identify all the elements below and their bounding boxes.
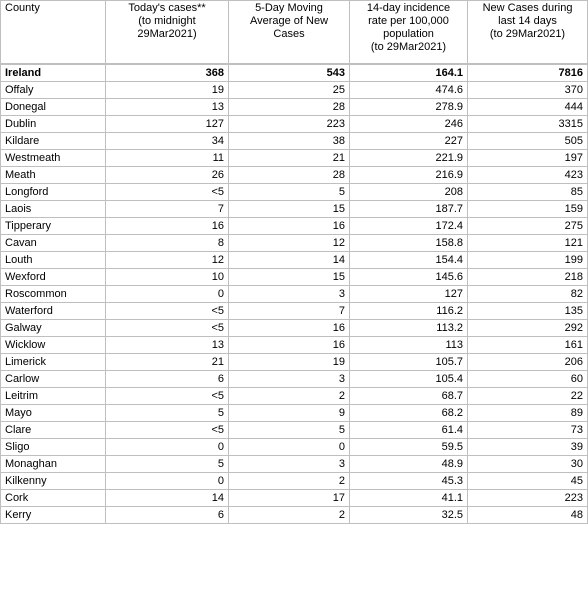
cell-14day-incidence: 227: [350, 133, 468, 150]
cell-new-cases-14days: 505: [468, 133, 588, 150]
table-body: [1, 64, 588, 524]
cell-new-cases-14days: 161: [468, 337, 588, 354]
cell-todays-cases: 26: [106, 167, 229, 184]
cell-county: Sligo: [1, 439, 106, 456]
cell-5day-average: 15: [229, 201, 350, 218]
table-row: [1, 405, 588, 422]
cell-new-cases-14days: 30: [468, 456, 588, 473]
cell-todays-cases: 12: [106, 252, 229, 269]
cell-5day-average: 2: [229, 473, 350, 490]
table-row: [1, 167, 588, 184]
cell-14day-incidence: 61.4: [350, 422, 468, 439]
cell-5day-average: 15: [229, 269, 350, 286]
cell-14day-incidence: 59.5: [350, 439, 468, 456]
cell-county: Cork: [1, 490, 106, 507]
cell-5day-average: 16: [229, 337, 350, 354]
cell-new-cases-14days: 275: [468, 218, 588, 235]
header-new-cases-14days: New Cases during last 14 days (to 29Mar2021): [468, 1, 588, 65]
cell-county: Roscommon: [1, 286, 106, 303]
total-14day-incidence: 164.1: [350, 64, 468, 82]
cell-county: Galway: [1, 320, 106, 337]
cell-todays-cases: 16: [106, 218, 229, 235]
cell-new-cases-14days: 3315: [468, 116, 588, 133]
cell-county: Wexford: [1, 269, 106, 286]
cell-new-cases-14days: 82: [468, 286, 588, 303]
cell-todays-cases: <5: [106, 388, 229, 405]
cell-14day-incidence: 208: [350, 184, 468, 201]
cell-county: Waterford: [1, 303, 106, 320]
cell-5day-average: 28: [229, 167, 350, 184]
cell-todays-cases: 127: [106, 116, 229, 133]
cell-new-cases-14days: 218: [468, 269, 588, 286]
cell-5day-average: 2: [229, 388, 350, 405]
cell-new-cases-14days: 45: [468, 473, 588, 490]
cell-todays-cases: <5: [106, 303, 229, 320]
cell-14day-incidence: 216.9: [350, 167, 468, 184]
cell-14day-incidence: 145.6: [350, 269, 468, 286]
header-row: [1, 1, 588, 65]
cell-new-cases-14days: 39: [468, 439, 588, 456]
cell-county: Mayo: [1, 405, 106, 422]
cell-14day-incidence: 127: [350, 286, 468, 303]
cell-5day-average: 21: [229, 150, 350, 167]
cell-5day-average: 12: [229, 235, 350, 252]
cell-county: Kerry: [1, 507, 106, 524]
cell-14day-incidence: 41.1: [350, 490, 468, 507]
table-row: [1, 320, 588, 337]
cell-14day-incidence: 105.4: [350, 371, 468, 388]
cell-todays-cases: <5: [106, 184, 229, 201]
total-county: Ireland: [1, 64, 106, 82]
cell-5day-average: 5: [229, 184, 350, 201]
cell-county: Kildare: [1, 133, 106, 150]
table-row: [1, 354, 588, 371]
cell-5day-average: 5: [229, 422, 350, 439]
cell-new-cases-14days: 121: [468, 235, 588, 252]
cell-5day-average: 3: [229, 371, 350, 388]
cell-14day-incidence: 113: [350, 337, 468, 354]
cell-todays-cases: 6: [106, 507, 229, 524]
table-row: [1, 371, 588, 388]
cell-5day-average: 223: [229, 116, 350, 133]
cell-5day-average: 16: [229, 218, 350, 235]
cell-todays-cases: 5: [106, 405, 229, 422]
cell-new-cases-14days: 73: [468, 422, 588, 439]
cell-new-cases-14days: 423: [468, 167, 588, 184]
cell-todays-cases: 6: [106, 371, 229, 388]
table-row: [1, 422, 588, 439]
table-row: [1, 116, 588, 133]
table-row: [1, 235, 588, 252]
cell-county: Clare: [1, 422, 106, 439]
cell-5day-average: 17: [229, 490, 350, 507]
cell-new-cases-14days: 197: [468, 150, 588, 167]
cell-todays-cases: 21: [106, 354, 229, 371]
table-row: [1, 218, 588, 235]
header-todays-cases: Today's cases** (to midnight 29Mar2021): [106, 1, 229, 65]
cell-new-cases-14days: 206: [468, 354, 588, 371]
cell-todays-cases: 19: [106, 82, 229, 99]
cell-todays-cases: 13: [106, 99, 229, 116]
table-row: [1, 201, 588, 218]
table-header: [1, 1, 588, 65]
cell-todays-cases: 14: [106, 490, 229, 507]
cell-14day-incidence: 105.7: [350, 354, 468, 371]
table-row: [1, 303, 588, 320]
cell-todays-cases: 8: [106, 235, 229, 252]
cell-14day-incidence: 113.2: [350, 320, 468, 337]
cell-14day-incidence: 68.2: [350, 405, 468, 422]
cell-todays-cases: 0: [106, 473, 229, 490]
table-row: [1, 150, 588, 167]
cell-new-cases-14days: 85: [468, 184, 588, 201]
total-todays-cases: 368: [106, 64, 229, 82]
table-row: [1, 388, 588, 405]
cell-new-cases-14days: 60: [468, 371, 588, 388]
cell-5day-average: 19: [229, 354, 350, 371]
cell-county: Laois: [1, 201, 106, 218]
cell-county: Louth: [1, 252, 106, 269]
cell-new-cases-14days: 159: [468, 201, 588, 218]
cell-14day-incidence: 278.9: [350, 99, 468, 116]
cell-todays-cases: 0: [106, 286, 229, 303]
cell-14day-incidence: 154.4: [350, 252, 468, 269]
table-row: [1, 82, 588, 99]
cell-new-cases-14days: 48: [468, 507, 588, 524]
cell-county: Monaghan: [1, 456, 106, 473]
cell-new-cases-14days: 444: [468, 99, 588, 116]
cell-14day-incidence: 474.6: [350, 82, 468, 99]
cell-5day-average: 16: [229, 320, 350, 337]
cell-14day-incidence: 172.4: [350, 218, 468, 235]
cell-14day-incidence: 158.8: [350, 235, 468, 252]
table-row: [1, 269, 588, 286]
table-row: [1, 473, 588, 490]
cell-new-cases-14days: 223: [468, 490, 588, 507]
cell-county: Leitrim: [1, 388, 106, 405]
cell-5day-average: 38: [229, 133, 350, 150]
cell-todays-cases: 13: [106, 337, 229, 354]
table-row: [1, 184, 588, 201]
cell-5day-average: 0: [229, 439, 350, 456]
cell-14day-incidence: 116.2: [350, 303, 468, 320]
cell-new-cases-14days: 89: [468, 405, 588, 422]
cell-5day-average: 28: [229, 99, 350, 116]
table-row: [1, 252, 588, 269]
cell-county: Offaly: [1, 82, 106, 99]
cell-county: Cavan: [1, 235, 106, 252]
cell-14day-incidence: 246: [350, 116, 468, 133]
cell-new-cases-14days: 199: [468, 252, 588, 269]
cell-5day-average: 7: [229, 303, 350, 320]
header-5day-average: 5-Day Moving Average of New Cases: [229, 1, 350, 65]
cell-5day-average: 14: [229, 252, 350, 269]
header-county: County: [1, 1, 106, 65]
cell-todays-cases: 10: [106, 269, 229, 286]
cell-new-cases-14days: 370: [468, 82, 588, 99]
cell-14day-incidence: 45.3: [350, 473, 468, 490]
cell-county: Dublin: [1, 116, 106, 133]
cell-14day-incidence: 32.5: [350, 507, 468, 524]
cell-5day-average: 25: [229, 82, 350, 99]
cell-5day-average: 3: [229, 286, 350, 303]
cell-county: Wicklow: [1, 337, 106, 354]
cell-todays-cases: <5: [106, 422, 229, 439]
cell-county: Westmeath: [1, 150, 106, 167]
cell-todays-cases: 11: [106, 150, 229, 167]
cell-14day-incidence: 221.9: [350, 150, 468, 167]
cell-county: Longford: [1, 184, 106, 201]
table-row: [1, 490, 588, 507]
total-row: [1, 64, 588, 82]
table-row: [1, 439, 588, 456]
cell-todays-cases: 7: [106, 201, 229, 218]
cell-county: Donegal: [1, 99, 106, 116]
cell-county: Carlow: [1, 371, 106, 388]
cell-new-cases-14days: 22: [468, 388, 588, 405]
cell-todays-cases: 34: [106, 133, 229, 150]
cell-5day-average: 2: [229, 507, 350, 524]
cell-14day-incidence: 48.9: [350, 456, 468, 473]
cell-14day-incidence: 187.7: [350, 201, 468, 218]
table-row: [1, 456, 588, 473]
table-row: [1, 99, 588, 116]
total-5day-average: 543: [229, 64, 350, 82]
table-row: [1, 286, 588, 303]
table-row: [1, 507, 588, 524]
table-row: [1, 337, 588, 354]
cell-new-cases-14days: 292: [468, 320, 588, 337]
cell-county: Tipperary: [1, 218, 106, 235]
cell-todays-cases: <5: [106, 320, 229, 337]
cell-5day-average: 9: [229, 405, 350, 422]
cell-todays-cases: 5: [106, 456, 229, 473]
total-new-cases-14days: 7816: [468, 64, 588, 82]
cell-5day-average: 3: [229, 456, 350, 473]
cell-county: Meath: [1, 167, 106, 184]
table-row: [1, 133, 588, 150]
cell-14day-incidence: 68.7: [350, 388, 468, 405]
cell-county: Kilkenny: [1, 473, 106, 490]
cell-county: Limerick: [1, 354, 106, 371]
cell-new-cases-14days: 135: [468, 303, 588, 320]
cell-todays-cases: 0: [106, 439, 229, 456]
header-14day-incidence: 14-day incidence rate per 100,000 population (to 29Mar2021): [350, 1, 468, 65]
